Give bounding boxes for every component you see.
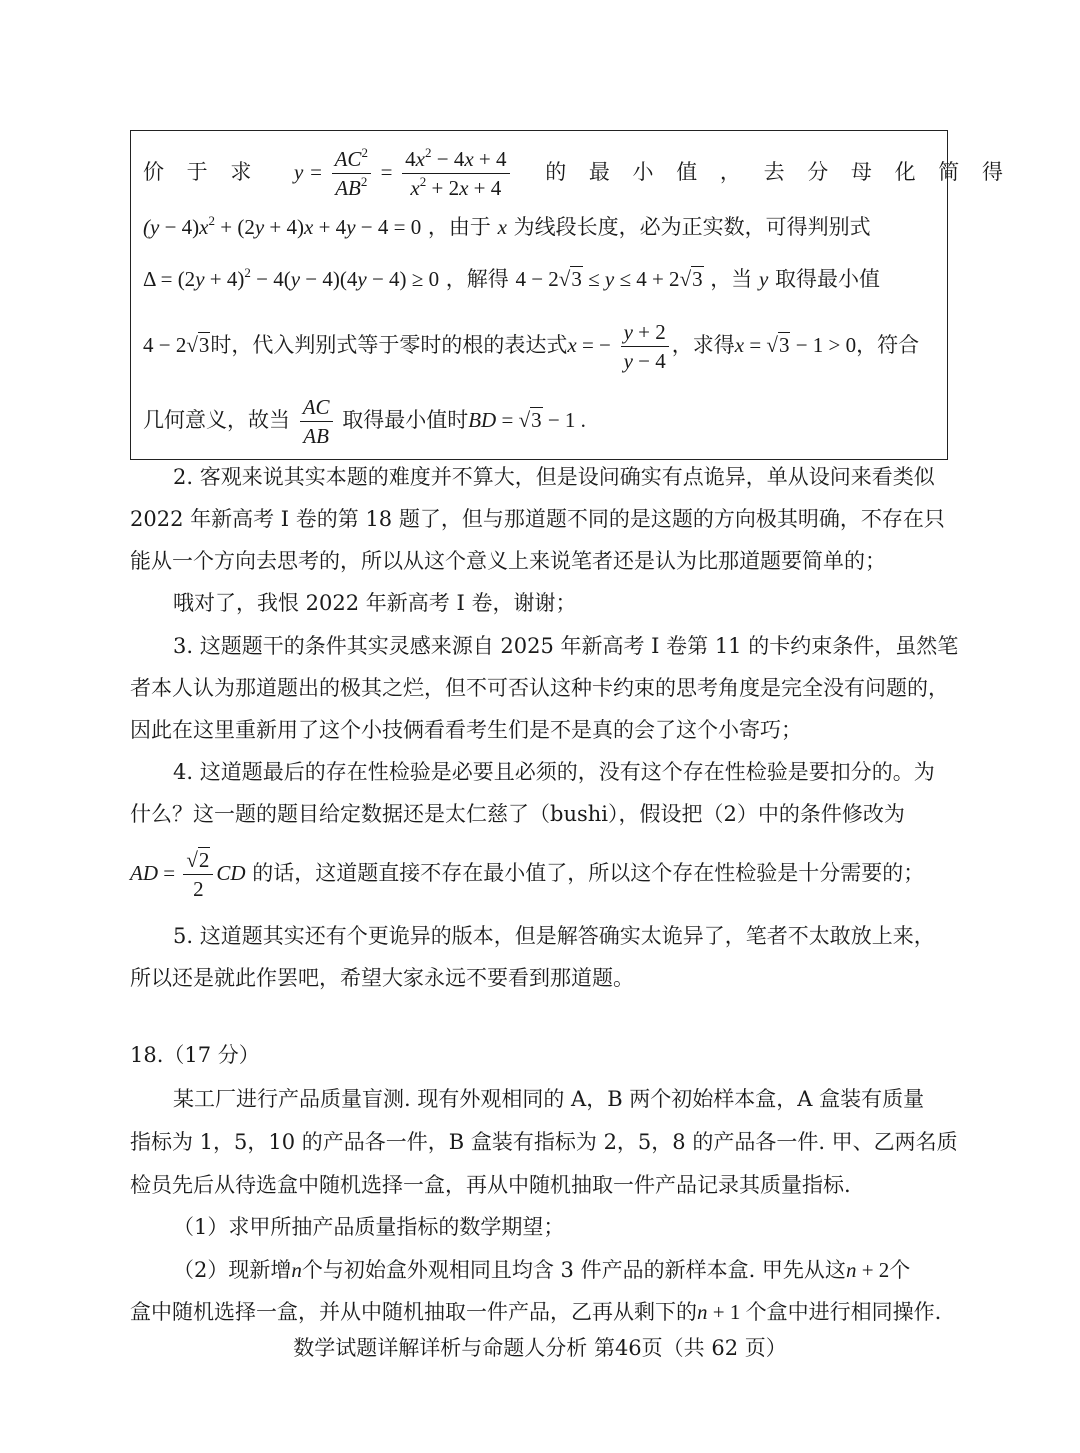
question-18-part-1: （1）求甲所抽产品质量指标的数学期望； bbox=[173, 1215, 565, 1239]
formula-ac2-ab2: $\frac{AC^2}{AB^2}$ bbox=[332, 145, 371, 202]
box-line-5: 几何意义，故当 $\frac{AC}{AB}$ 取得最小值时BD = √3 − 1 . bbox=[143, 395, 586, 448]
remark-4-line-3: AD = $\frac{√2}{2}$ CD 的话，这道题直接不存在最小值了，所以这个存在性检验是十分需要的； bbox=[130, 848, 925, 901]
remark-5-line-1: 5. 这道题其实还有个更诡异的版本，但是解答确实太诡异了，笔者不太敢放上来， bbox=[173, 924, 935, 948]
page-footer: 数学试题详解详析与命题人分析 第46页（共 62 页） bbox=[293, 1336, 787, 1360]
question-18-heading: 18.（17 分） bbox=[130, 1043, 260, 1067]
remark-4-line-2: 什么？这一题的题目给定数据还是太仁慈了（bushi），假设把（2）中的条件修改为 bbox=[130, 802, 905, 826]
remark-3-line-3: 因此在这里重新用了这个小技俩看看考生们是不是真的会了这个小寄巧； bbox=[130, 718, 802, 742]
question-18-line-1: 某工厂进行产品质量盲测. 现有外观相同的 A，B 两个初始样本盒，A 盒装有质量 bbox=[173, 1087, 925, 1111]
remark-4-line-1: 4. 这道题最后的存在性检验是必要且必须的，没有这个存在性检验是要扣分的。为 bbox=[173, 760, 935, 784]
remark-2-line-1: 2. 客观来说其实本题的难度并不算大，但是设问确实有点诡异，单从设问来看类似 bbox=[173, 465, 935, 489]
box-line-3: $\Delta = (2y + 4)^2 - 4(y - 4)(4y - 4) \ge 0$ ，解得 4 − 2√3 ≤ y ≤ 4 + 2√3 ，当 y 取得最小值 bbox=[143, 265, 880, 291]
remark-3-line-1: 3. 这题题干的条件其实灵感来源自 2025 年新高考 I 卷第 11 的卡约束条件，虽然笔 bbox=[173, 634, 959, 658]
remark-5-line-2: 所以还是就此作罢吧，希望大家永远不要看到那道题。 bbox=[130, 966, 634, 990]
formula-root-expression: $\frac{y + 2}{y - 4}$ bbox=[621, 318, 669, 375]
formula-sqrt2-over-2: $\frac{√2}{2}$ bbox=[183, 846, 213, 903]
question-18-line-2: 指标为 1，5，10 的产品各一件，B 盒装有指标为 2，5，8 的产品各一件. 甲、乙两名质 bbox=[130, 1130, 958, 1154]
remark-2b: 哦对了，我恨 2022 年新高考 I 卷，谢谢； bbox=[173, 591, 577, 615]
question-18-part-2-line-2: 盒中随机选择一盒，并从中随机抽取一件产品，乙再从剩下的n + 1 个盒中进行相同操作. bbox=[130, 1300, 942, 1324]
formula-ac-ab: $\frac{AC}{AB}$ bbox=[300, 393, 333, 450]
box-line-4: 4 − 2√3时，代入判别式等于零时的根的表达式x = − $\frac{y + 2}{y - 4}$ ，求得x = √3 − 1 > 0，符合 bbox=[143, 320, 920, 373]
remark-2-line-3: 能从一个方向去思考的，所以从这个意义上来说笔者还是认为比那道题要简单的； bbox=[130, 549, 886, 573]
question-18-part-2-line-1: （2）现新增n个与初始盒外观相同且均含 3 件产品的新样本盒. 甲先从这n + 2个 bbox=[173, 1258, 911, 1282]
formula-quadratic-ratio: $\frac{4x^2 - 4x + 4}{x^2 + 2x + 4}$ bbox=[402, 145, 509, 202]
box-line-2: $(y - 4)x^2 + (2y + 4)x + 4y - 4 = 0$ ，由于 x 为线段长度，必为正实数，可得判别式 bbox=[143, 213, 871, 239]
box-line-1: 价 于 求 y = $\frac{AC^2}{AB^2}$ = $\frac{4x^2 - 4x + 4}{x^2 + 2x + 4}$ 的 最 小 值 ， 去 分 母 化 简 得 bbox=[143, 145, 1011, 200]
question-18-line-3: 检员先后从待选盒中随机选择一盒，再从中随机抽取一件产品记录其质量指标. bbox=[130, 1173, 851, 1197]
remark-3-line-2: 者本人认为那道题出的极其之烂，但不可否认这种卡约束的思考角度是完全没有问题的， bbox=[130, 676, 949, 700]
remark-2-line-2: 2022 年新高考 I 卷的第 18 题了，但与那道题不同的是这题的方向极其明确，不存在只 bbox=[130, 507, 945, 531]
